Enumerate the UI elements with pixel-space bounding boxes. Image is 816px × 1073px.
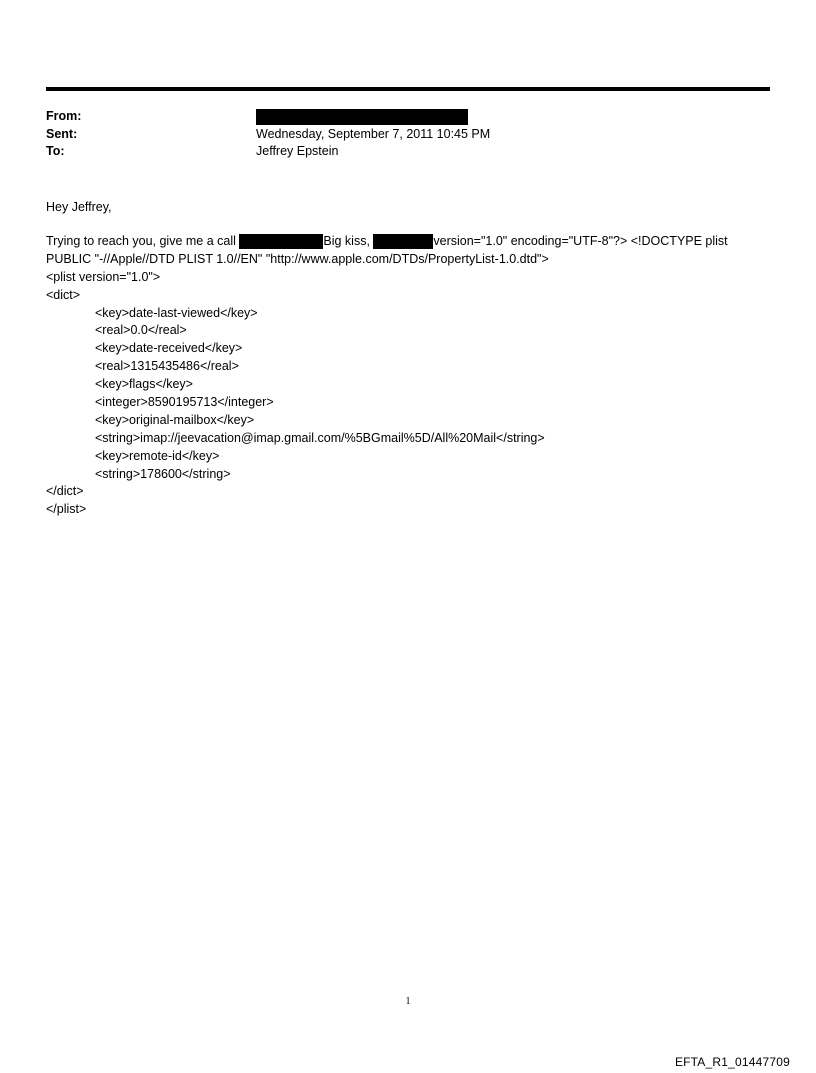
from-row — [46, 108, 766, 126]
body-line: <string>178600</string> — [95, 466, 231, 481]
sent-row — [46, 126, 766, 144]
redaction-block — [256, 109, 468, 125]
body-line: <string>imap://jeevacation@imap.gmail.com/%5BGmail%5D/All%20Mail</string> — [95, 430, 545, 445]
to-value: Jeffrey Epstein — [256, 144, 339, 158]
body-line-1 — [46, 233, 776, 251]
page-number: 1 — [405, 996, 411, 1007]
redaction-block — [239, 234, 323, 249]
sent-value: Wednesday, September 7, 2011 10:45 PM — [256, 126, 491, 141]
body-line: <real>0.0</real> — [95, 323, 187, 338]
body-line: <key>flags</key> — [95, 377, 193, 392]
sent-label: Sent: — [46, 126, 78, 141]
body-line: </dict> — [46, 484, 84, 499]
body-text-c: version="1.0" encoding="UTF-8"?> <!DOCTYPE plist — [433, 234, 728, 248]
header-rule — [46, 87, 770, 91]
body-line: <dict> — [46, 287, 81, 302]
email-header — [46, 108, 766, 161]
email-body — [46, 233, 776, 519]
body-text-b: Big kiss, — [323, 234, 374, 248]
body-line: <key>remote-id</key> — [95, 448, 220, 463]
document-id: EFTA_R1_01447709 — [674, 1055, 790, 1069]
body-line: <key>date-last-viewed</key> — [95, 305, 258, 320]
body-line: <key>original-mailbox</key> — [95, 412, 255, 427]
from-label: From: — [46, 109, 82, 123]
body-line: PUBLIC "-//Apple//DTD PLIST 1.0//EN" "http://www.apple.com/DTDs/PropertyList-1.0.dtd"> — [46, 251, 549, 266]
to-row — [46, 143, 766, 161]
greeting: Hey Jeffrey, — [46, 200, 112, 214]
body-line: </plist> — [46, 502, 87, 517]
body-line: <real>1315435486</real> — [95, 359, 239, 374]
from-value — [256, 108, 468, 126]
body-line: <integer>8590195713</integer> — [95, 395, 274, 410]
to-label: To: — [46, 144, 65, 158]
body-line: <key>date-received</key> — [95, 341, 243, 356]
redaction-block — [373, 234, 433, 249]
body-text-a: Trying to reach you, give me a call — [46, 234, 240, 248]
body-line: <plist version="1.0"> — [46, 269, 161, 284]
